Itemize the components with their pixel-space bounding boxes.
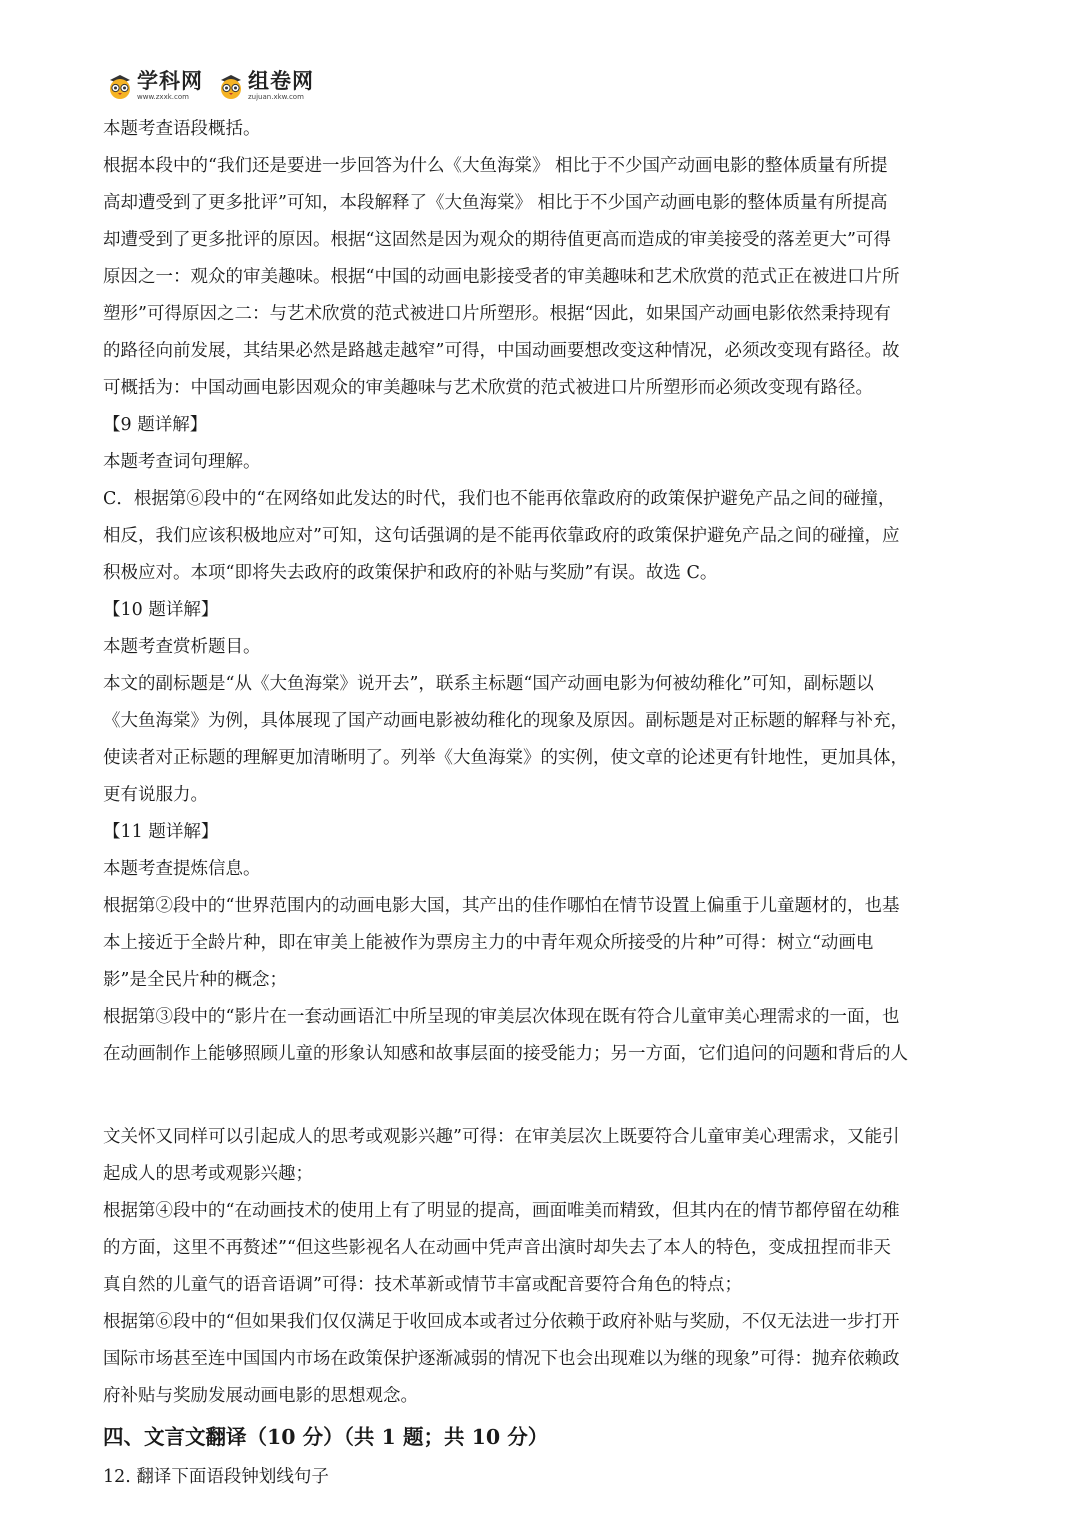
text-line: 真自然的儿童气的语音语调”可得：技术革新或情节丰富或配音要符合角色的特点； (103, 1275, 742, 1295)
text-line: 府补贴与奖励发展动画电影的思想观念。 (103, 1386, 418, 1406)
logo-url: www.zxxk.com (137, 93, 189, 101)
text-line: 本上接近于全龄片种，即在审美上能被作为票房主力的中青年观众所接受的片种”可得：树立“动画电 (103, 933, 874, 953)
logo-zujuan (217, 71, 314, 101)
question-9-label: 【9 题详解】 (103, 415, 208, 435)
document-body (103, 111, 977, 1496)
text-line: 根据第④段中的“在动画技术的使用上有了明显的提高，画面唯美而精致，但其内在的情节都停留在幼稚 (103, 1201, 900, 1221)
question-12: 12. 翻译下面语段钟划线句子 (103, 1467, 329, 1487)
text-line: 文关怀又同样可以引起成人的思考或观影兴趣”可得：在审美层次上既要符合儿童审美心理需求，又能引 (103, 1127, 900, 1147)
text-line: 的路径向前发展，其结果必然是路越走越窄”可得，中国动画要想改变这种情况，必须改变现有路径。故 (103, 341, 900, 361)
text-line: 本题考查赏析题目。 (103, 637, 261, 657)
question-11-label: 【11 题详解】 (103, 822, 219, 842)
text-line: 根据第②段中的“世界范围内的动画电影大国，其产出的佳作哪怕在情节设置上偏重于儿童题材的，也基 (103, 896, 900, 916)
logo-name: 学科网 (137, 69, 203, 93)
question-10-label: 【10 题详解】 (103, 600, 219, 620)
text-line: 的方面，这里不再赘述”“但这些影视名人在动画中凭声音出演时却失去了本人的特色，变成扭捏而非天 (103, 1238, 891, 1258)
text-line: 本文的副标题是“从《大鱼海棠》说开去”，联系主标题“国产动画电影为何被幼稚化”可知，副标题以 (103, 674, 874, 694)
text-line: 国际市场甚至连中国国内市场在政策保护逐渐减弱的情况下也会出现难以为继的现象”可得：抛弃依赖政 (103, 1349, 900, 1369)
owl-mascot-icon (106, 72, 134, 100)
logo-url: zujuan.xkw.com (248, 93, 304, 101)
spacer (103, 1073, 977, 1119)
text-line: 高却遭受到了更多批评”可知，本段解释了《大鱼海棠》 相比于不少国产动画电影的整体质量有所提高 (103, 193, 888, 213)
text-line: 本题考查提炼信息。 (103, 859, 261, 879)
text-line: 可概括为：中国动画电影因观众的审美趣味与艺术欣赏的范式被进口片所塑形而必须改变现有路径。 (103, 378, 873, 398)
text-line: 更有说服力。 (103, 785, 208, 805)
text-line: C．根据第⑥段中的“在网络如此发达的时代，我们也不能再依靠政府的政策保护避免产品之间的碰撞， (103, 489, 896, 509)
text-line: 本题考查词句理解。 (103, 452, 261, 472)
logo-name: 组卷网 (248, 69, 314, 93)
text-line: 使读者对正标题的理解更加清晰明了。列举《大鱼海棠》的实例，使文章的论述更有针地性，更加具体， (103, 748, 908, 768)
text-line: 塑形”可得原因之二：与艺术欣赏的范式被进口片所塑形。根据“因此，如果国产动画电影依然秉持现有 (103, 304, 891, 324)
text-line: 相反，我们应该积极地应对”可知，这句话强调的是不能再依靠政府的政策保护避免产品之间的碰撞，应 (103, 526, 900, 546)
text-line: 本题考查语段概括。 (103, 119, 261, 139)
text-line: 根据第⑥段中的“但如果我们仅仅满足于收回成本或者过分依赖于政府补贴与奖励，不仅无法进一步打开 (103, 1312, 900, 1332)
text-line: 《大鱼海棠》为例，具体展现了国产动画电影被幼稚化的现象及原因。副标题是对正标题的解释与补充， (103, 711, 908, 731)
owl-mascot-icon (217, 72, 245, 100)
text-line: 起成人的思考或观影兴趣； (103, 1164, 313, 1184)
text-line: 在动画制作上能够照顾儿童的形象认知感和故事层面的接受能力；另一方面，它们追问的问题和背后的人 (103, 1044, 908, 1064)
text-line: 却遭受到了更多批评的原因。根据“这固然是因为观众的期待值更高而造成的审美接受的落差更大”可得 (103, 230, 891, 250)
text-line: 原因之一：观众的审美趣味。根据“中国的动画电影接受者的审美趣味和艺术欣赏的范式正在被进口片所 (103, 267, 900, 287)
text-line: 积极应对。本项“即将失去政府的政策保护和政府的补贴与奖励”有误。故选 C。 (103, 563, 718, 583)
section-heading: 四、文言文翻译（10 分）（共 1 题；共 10 分） (103, 1425, 549, 1449)
text-line: 根据本段中的“我们还是要进一步回答为什么《大鱼海棠》 相比于不少国产动画电影的整体质量有所提 (103, 156, 888, 176)
text-line: 根据第③段中的“影片在一套动画语汇中所呈现的审美层次体现在既有符合儿童审美心理需求的一面，也 (103, 1007, 900, 1027)
header-logos (106, 66, 328, 106)
text-line: 影”是全民片种的概念； (103, 970, 287, 990)
logo-zxxk (106, 71, 203, 101)
